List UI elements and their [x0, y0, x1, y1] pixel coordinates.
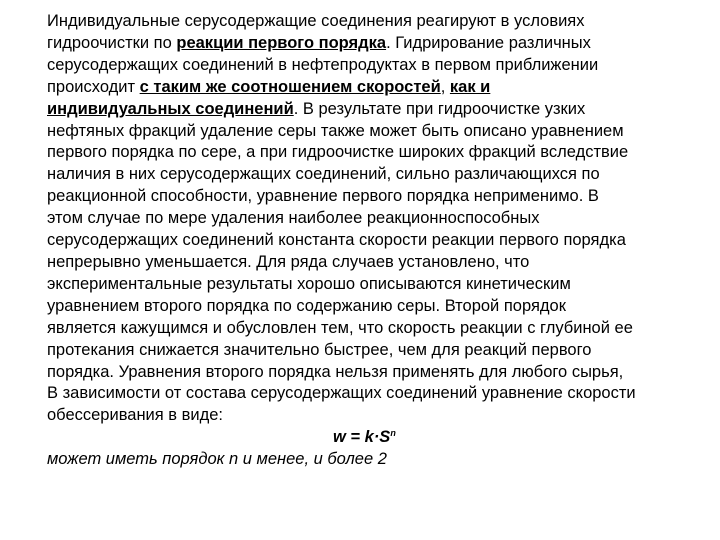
text-line: В зависимости от состава серусодержащих соединений уравнение скорости [47, 384, 636, 403]
text-line [47, 77, 717, 99]
text-line: серусодержащих соединений константа скорости реакции первого порядка [47, 231, 626, 250]
text-line: первого порядка по сере, а при гидроочистке широких фракций вследствие [47, 143, 629, 162]
text-line: серусодержащих соединений в нефтепродуктах в первом приближении [47, 55, 599, 74]
text-line [47, 33, 717, 55]
text-line: обессеривания в виде: [47, 406, 224, 425]
term-same-rate-ratio: с таким же соотношением скоростей [139, 77, 441, 96]
text-line: реакционной способности, уравнение первого порядка неприменимо. В [47, 187, 599, 206]
term-as-and: как и [449, 77, 491, 96]
text-line: нефтяных фракций удаление серы также может быть описано уравнением [47, 121, 624, 140]
text-fragment: . Гидрирование различных [386, 33, 591, 52]
text-line: экспериментальные результаты хорошо описываются кинетическим [47, 274, 571, 293]
equation-base: w = k·S [333, 428, 391, 447]
text-fragment: гидроочистки по [47, 33, 177, 52]
text-line: Индивидуальные серусодержащие соединения реагируют в условиях [47, 12, 585, 30]
text-fragment: происходит [47, 77, 140, 96]
equation-exponent: n [390, 428, 396, 439]
text-line: протекания снижается значительно быстрее, чем для реакций первого [47, 340, 592, 359]
text-fragment: . В результате при гидроочистке узких [293, 99, 586, 118]
text-fragment: , [440, 77, 450, 96]
rate-equation [47, 427, 717, 449]
text-line: наличия в них серусодержащих соединений, сильно различающихся по [47, 165, 600, 184]
text-line: этом случае по мере удаления наиболее реакционноспособных [47, 209, 540, 228]
text-line: уравнением второго порядка по содержанию серы. Второй порядок [47, 296, 566, 315]
text-line: является кажущимся и обусловлен тем, что скорость реакции с глубиной ее [47, 318, 633, 337]
text-line [47, 99, 717, 121]
term-individual-compounds: индивидуальных соединений [47, 99, 294, 118]
text-line: непрерывно уменьшается. Для ряда случаев установлено, что [47, 252, 530, 271]
text-line: порядка. Уравнения второго порядка нельзя применять для любого сырья, [47, 362, 624, 381]
order-note: может иметь порядок n и менее, и более 2 [47, 450, 387, 469]
slide-body [47, 11, 717, 471]
term-first-order-reaction: реакции первого порядка [176, 33, 387, 52]
